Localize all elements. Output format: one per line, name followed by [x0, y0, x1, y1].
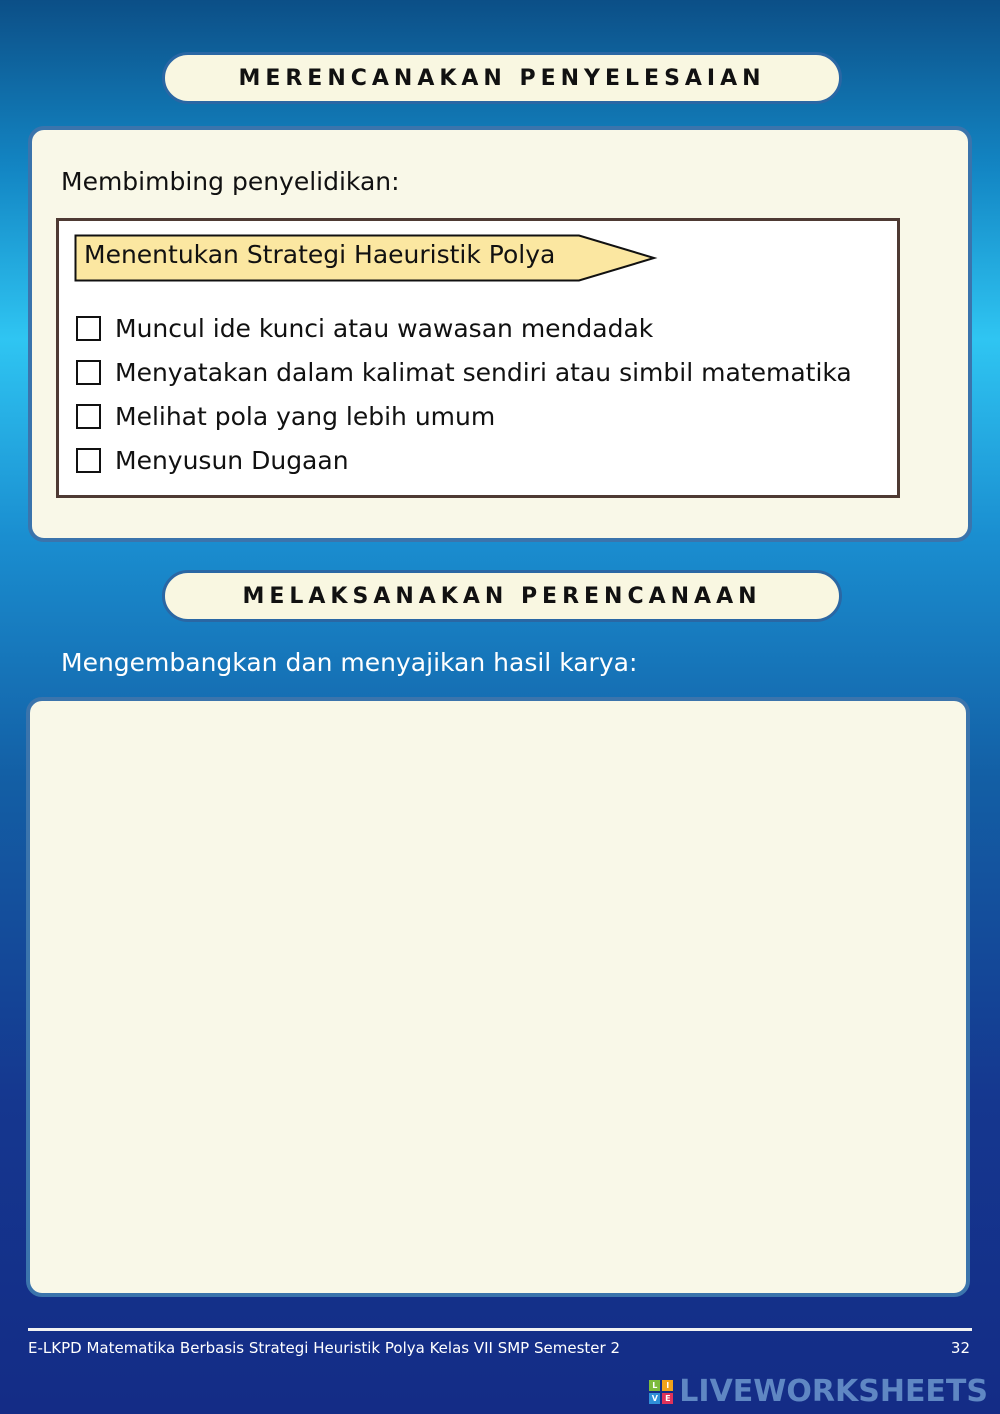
- checklist-item[interactable]: [76, 402, 495, 431]
- execution-intro: Mengembangkan dan menyajikan hasil karya:: [61, 648, 638, 677]
- checklist-item-label: Muncul ide kunci atau wawasan mendadak: [115, 314, 654, 343]
- checklist-item[interactable]: [76, 314, 653, 343]
- liveworksheets-watermark: [649, 1374, 988, 1409]
- checklist-item-label: Menyusun Dugaan: [115, 446, 349, 475]
- checklist-item-label: Melihat pola yang lebih umum: [115, 402, 496, 431]
- section-title-merencanakan: MERENCANAKAN PENYELESAIAN: [162, 52, 842, 104]
- footer-divider: [28, 1328, 972, 1331]
- liveworksheets-logo-icon: L I V E: [649, 1380, 673, 1404]
- checkbox-icon[interactable]: [76, 404, 101, 429]
- checkbox-icon[interactable]: [76, 448, 101, 473]
- footer-caption: E-LKPD Matematika Berbasis Strategi Heuristik Polya Kelas VII SMP Semester 2: [28, 1339, 620, 1357]
- planning-intro: Membimbing penyelidikan:: [61, 167, 400, 196]
- page-number: 32: [950, 1339, 970, 1357]
- answer-area[interactable]: [26, 697, 970, 1297]
- checkbox-icon[interactable]: [76, 316, 101, 341]
- brand-name: LIVEWORKSHEETS: [679, 1374, 988, 1409]
- checklist-item[interactable]: [76, 358, 852, 387]
- checkbox-icon[interactable]: [76, 360, 101, 385]
- checklist-item-label: Menyatakan dalam kalimat sendiri atau simbil matematika: [115, 358, 852, 387]
- arrow-banner-label: Menentukan Strategi Haeuristik Polya: [84, 240, 556, 269]
- checklist-item[interactable]: [76, 446, 349, 475]
- section-title-melaksanakan: MELAKSANAKAN PERENCANAAN: [162, 570, 842, 622]
